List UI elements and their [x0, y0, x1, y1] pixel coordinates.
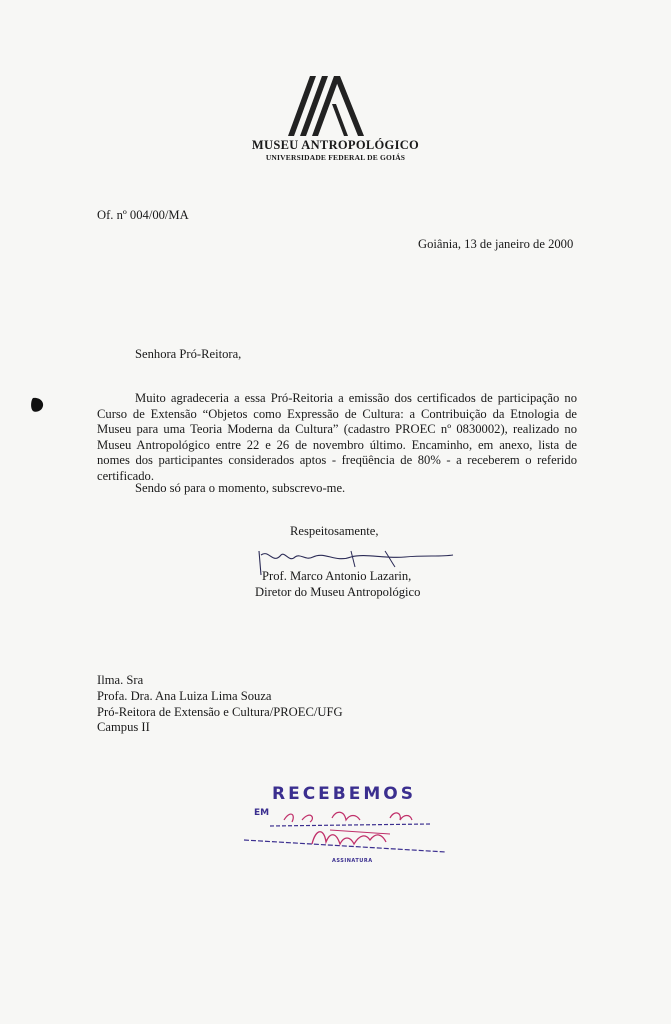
recipient-line: Profa. Dra. Ana Luiza Lima Souza	[97, 688, 272, 703]
recipient-line: Pró-Reitora de Extensão e Cultura/PROEC/UFG	[97, 704, 343, 719]
recipient-line: Campus II	[97, 720, 150, 735]
recipient-address	[97, 673, 343, 736]
stamp-title: RECEBEMOS	[272, 784, 416, 804]
closing-line: Sendo só para o momento, subscrevo-me.	[135, 481, 346, 495]
stamp-signature-label: ASSINATURA	[332, 858, 373, 864]
signer-role: Diretor do Museu Antropológico	[255, 585, 421, 599]
letter-body-text: Muito agradeceria a essa Pró-Reitoria a emissão dos certificados de participação no Curso de Extensão “Objetos como Expressão de Cultura: a Contribuição da Etnologia de Museu para uma Teoria Moderna da Cultura” (cadastro PROEC nº 0830002), realizado no Museu Antropológico entre 22 e 26 de novembro último. Encaminho, em anexo, lista de nomes dos participantes considerados aptos - freqüência de 80% - a receberem o referido certificado.	[97, 391, 577, 483]
recipient-line: Ilma. Sra	[97, 673, 144, 687]
signer-name: Prof. Marco Antonio Lazarin,	[262, 569, 412, 583]
letter-date: Goiânia, 13 de janeiro de 2000	[418, 237, 574, 251]
punch-hole-icon	[30, 397, 44, 413]
salutation: Senhora Pró-Reitora,	[135, 347, 242, 361]
stamp-date-label: EM	[254, 808, 270, 818]
organization-name: MUSEU ANTROPOLÓGICO	[251, 138, 420, 152]
museum-logo-icon	[286, 74, 366, 138]
organization-subtitle: UNIVERSIDADE FEDERAL DE GOIÁS	[265, 153, 406, 162]
letter-body	[97, 391, 577, 485]
letter-reference: Of. nº 004/00/MA	[97, 208, 189, 222]
regards: Respeitosamente,	[290, 524, 379, 538]
received-stamp	[240, 780, 460, 870]
